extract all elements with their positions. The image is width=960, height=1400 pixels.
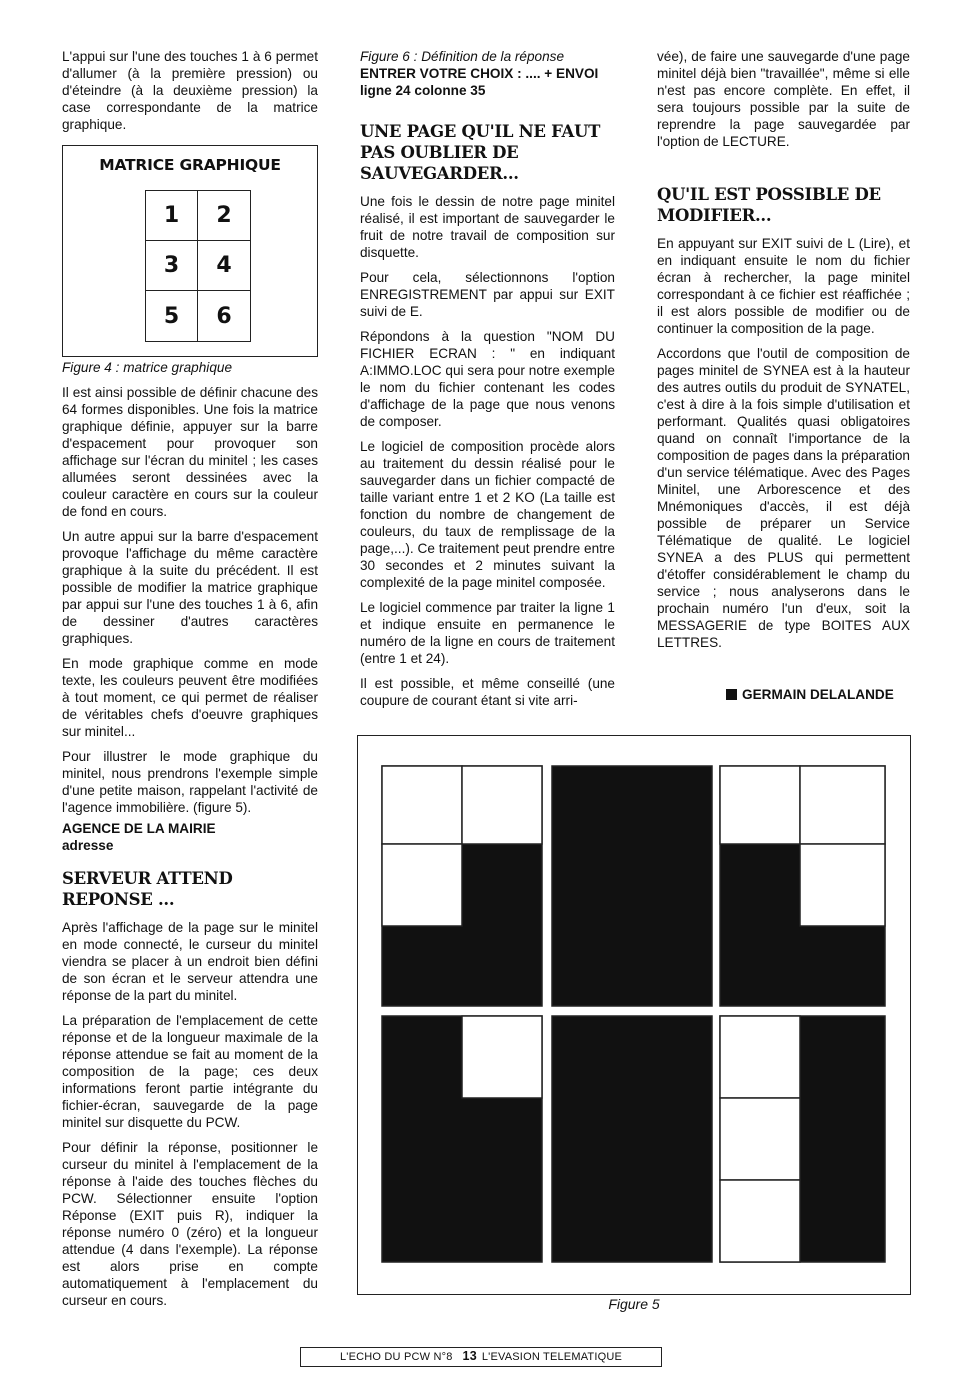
- matrix-cell: 5: [146, 291, 198, 341]
- figure-5-caption: Figure 5: [608, 1296, 660, 1312]
- column-2: [360, 48, 615, 717]
- graphic-block-white: [462, 766, 542, 844]
- paragraph: Après l'affichage de la page sur le minitel en mode connecté, le curseur du minitel viendra se placer à un endroit bien défini de son écran et le serveur attendra une réponse de la part du minitel.: [62, 920, 318, 1003]
- page-footer: [300, 1347, 662, 1367]
- graphic-block-white: [462, 1016, 542, 1098]
- graphic-block-white: [382, 766, 462, 844]
- paragraph: Pour cela, sélectionnons l'option ENREGISTREMENT par appui sur EXIT suivi de E.: [360, 270, 615, 319]
- graphic-block-white: [720, 1180, 800, 1262]
- paragraph: vée), de faire une sauvegarde d'une page minitel déjà bien "travaillée", même si elle n'est pas encore complète. En effet, il sera toujours possible par la suite de reprendre la page sauvegardée par l'option de LECTURE.: [657, 49, 910, 149]
- agency-name: AGENCE DE LA MAIRIE: [62, 821, 216, 836]
- section-title: L'EVASION TELEMATIQUE: [481, 1351, 623, 1363]
- agency-address: adresse: [62, 838, 114, 853]
- graphic-block-white: [720, 1098, 800, 1180]
- graphic-block-white: [720, 1016, 800, 1098]
- paragraph: Pour illustrer le mode graphique du minitel, nous prendrons l'exemple simple d'une petite maison, rappelant l'activité de l'agence immobilière. (figure 5).: [62, 749, 318, 815]
- matrix-cell: 1: [146, 191, 198, 241]
- matrice-graphique-figure: [62, 145, 318, 357]
- paragraph: En mode graphique comme en mode texte, les couleurs peuvent être modifiées à tout moment, ce qui permet de réaliser de véritables chefs d'oeuvre graphiques sur minitel...: [62, 656, 318, 739]
- figure-6-prompt: ENTRER VOTRE CHOIX : .... + ENVOI: [360, 66, 599, 81]
- figure-6-caption: Figure 6 : Définition de la réponse: [360, 49, 565, 64]
- author-signature: [726, 687, 894, 702]
- matrix-cell: 2: [198, 191, 250, 241]
- paragraph: Pour définir la réponse, positionner le curseur du minitel à l'emplacement de la réponse à l'aide des touches flèches du PCW. Sélectionner ensuite l'option Réponse (EXIT puis R), indiquer la réponse numéro 0 (zéro) et la longueur attendue (4 dans l'exemple). La réponse est alors prise en compte automatiquement à l'emplacement du curseur en cours.: [62, 1140, 318, 1308]
- matrix-title: MATRICE GRAPHIQUE: [99, 156, 281, 174]
- paragraph: Une fois le dessin de notre page minitel réalisé, il est important de sauvegarder le fruit de notre travail de composition sur disquette.: [360, 194, 615, 260]
- heading-sauvegarder: UNE PAGE QU'IL NE FAUT PAS OUBLIER DE SAUVEGARDER...: [360, 122, 601, 183]
- graphic-block-white: [800, 844, 885, 926]
- matrix-grid: [145, 190, 251, 342]
- column-1: [62, 48, 318, 1317]
- paragraph: Il est ainsi possible de définir chacune des 64 formes disponibles. Une fois la matrice graphique définie, appuyer sur la barre d'espacement pour provoquer son affichage sur l'écran du minitel ; les cases allumées seront dessinées avec la couleur caractère en cours sur la couleur de fond en cours.: [62, 385, 318, 519]
- magazine-title: L'ECHO DU PCW N°8: [339, 1351, 453, 1363]
- paragraph: Le logiciel commence par traiter la ligne 1 et indique ensuite en permanence le numéro de la ligne en cours de traitement (entre 1 et 24).: [360, 600, 615, 666]
- heading-serveur: SERVEUR ATTEND REPONSE ...: [62, 869, 233, 909]
- column-3: [657, 48, 910, 659]
- figure-5-house-graphic: [357, 735, 911, 1295]
- paragraph: Il est possible, et même conseillé (une coupure de courant étant si vite arri-: [360, 676, 615, 708]
- paragraph: La préparation de l'emplacement de cette réponse et de la longueur maximale de la réponse attendue se fait au moment de la composition de la page; ces deux informations feront partie intégrante du fichier-écran, sauvegarde de la page minitel sur disquette du PCW.: [62, 1013, 318, 1130]
- matrix-cell: 3: [146, 241, 198, 291]
- graphic-block-black: [552, 766, 712, 1006]
- paragraph: Le logiciel de composition procède alors au traitement du dessin réalisé pour le sauvegarder dans un fichier compacté de taille variant entre 1 et 2 KO (La taille est fonction du nombre de changement de couleurs, du taux de remplissage de la page,...). Ce traitement peut prendre entre 30 secondes et 2 minutes suivant la complexité de la page minitel composée.: [360, 439, 615, 590]
- figure-6-position: ligne 24 colonne 35: [360, 83, 486, 98]
- figure-4-caption: Figure 4 : matrice graphique: [62, 360, 233, 375]
- page-number: 13: [462, 1349, 477, 1363]
- paragraph: Accordons que l'outil de composition de pages minitel de SYNEA est à la hauteur des autres outils du produit de SYNATEL, c'est à dire à la fois simple d'utilisation et performant. Qualités quasi obligatoires quand on connaît l'importance de la composition de pages dans la préparation d'un service télématique. Avec des Pages Minitel, une Arborescence et des Mnémoniques d'accès, il est déjà possible de préparer un Service Télématique de qualité. Le logiciel SYNEA a des PLUS qui permettent d'étoffer considérablement le champ du service ; nous analyserons dans le prochain numéro l'un d'eux, soit la MESSAGERIE de type BOITES AUX LETTRES.: [657, 346, 910, 650]
- paragraph: En appuyant sur EXIT suivi de L (Lire), et en indiquant ensuite le nom du fichier écran à rechercher, la page minitel correspondant à ce fichier est réaffichée ; il est alors possible de modifier ou de continuer la composition de la page.: [657, 236, 910, 336]
- graphic-block-black: [552, 1016, 712, 1262]
- graphic-block-white: [720, 766, 800, 844]
- graphic-block-white: [800, 766, 885, 844]
- square-bullet-icon: [726, 689, 737, 700]
- graphic-block-white: [382, 844, 462, 926]
- matrix-cell: 6: [216, 303, 232, 329]
- house-drawing: [358, 736, 912, 1296]
- author-name: GERMAIN DELALANDE: [742, 687, 894, 702]
- paragraph: Un autre appui sur la barre d'espacement provoque l'affichage du même caractère graphique à la suite du précédent. Il est possible de modifier la matrice graphique par appui sur l'une des touches 1 à 6, afin de dessiner d'autres caractères graphiques.: [62, 529, 318, 646]
- paragraph: L'appui sur l'une des touches 1 à 6 permet d'allumer (à la première pression) ou d'éteindre (à la deuxième pression) la case correspondante de la matrice graphique.: [62, 49, 318, 132]
- matrix-cell: 4: [198, 241, 250, 291]
- paragraph: Répondons à la question "NOM DU FICHIER ECRAN : " en indiquant A:IMMO.LOC qui sera pour notre exemple le nom du fichier contenant les codes d'affichage de la page que nous venons de composer.: [360, 329, 615, 429]
- heading-modifier: QU'IL EST POSSIBLE DE MODIFIER...: [657, 185, 881, 225]
